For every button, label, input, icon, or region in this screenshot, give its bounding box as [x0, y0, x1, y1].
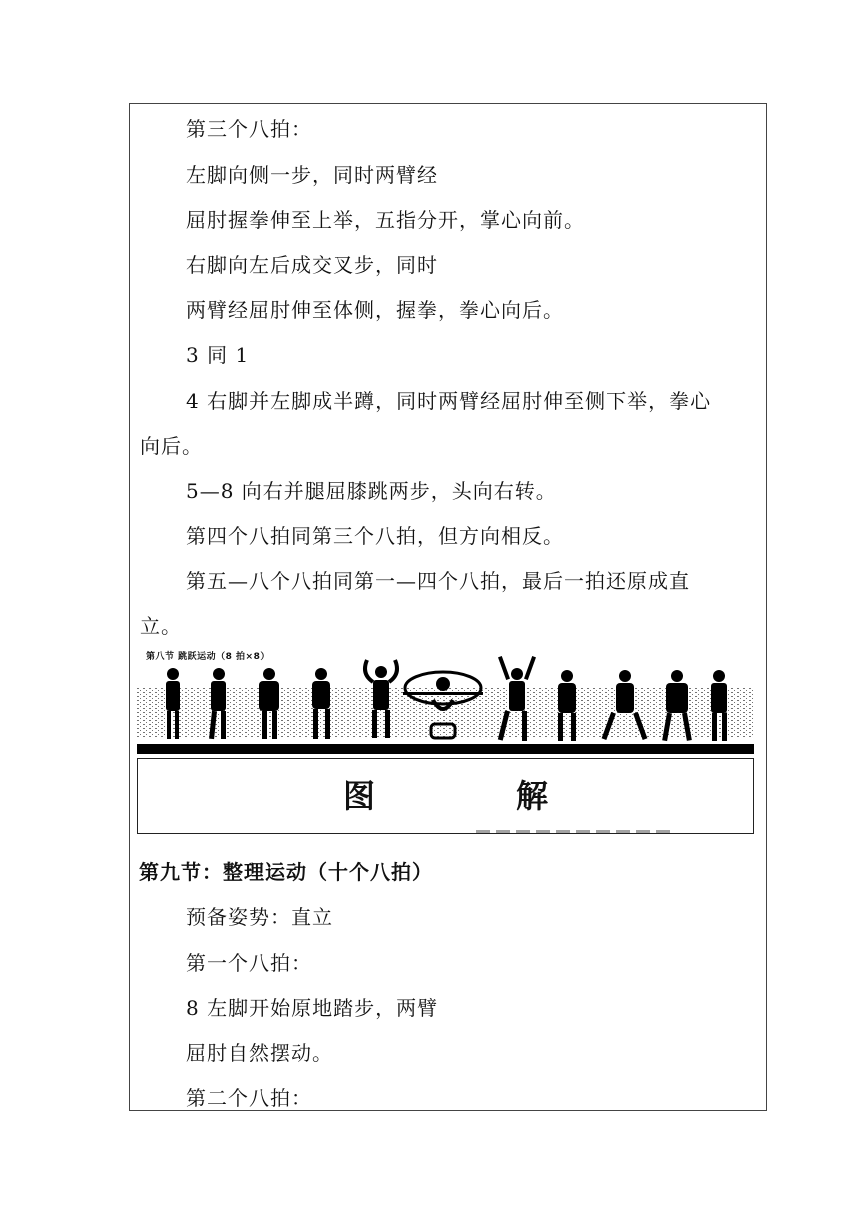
text-line: 第二个八拍：	[186, 1086, 312, 1110]
text-line: 第四个八拍同第三个八拍，但方向相反。	[186, 524, 564, 548]
text-line: 屈肘自然摆动。	[186, 1041, 333, 1065]
text-line: 4 右脚并左脚成半蹲，同时两臂经屈肘伸至侧下举，拳心	[186, 389, 712, 413]
text-line: 屈肘握拳伸至上举，五指分开，掌心向前。	[186, 208, 585, 232]
text-line: 右脚向左后成交叉步，同时	[186, 253, 438, 277]
text-line: 8 左脚开始原地踏步，两臂	[186, 996, 439, 1020]
section-heading: 第九节：整理运动（十个八拍）	[139, 860, 433, 884]
text-line: 立。	[140, 614, 182, 638]
text-line: 预备姿势：直立	[186, 905, 333, 929]
text-line: 向后。	[140, 434, 203, 458]
text-line: 左脚向侧一步，同时两臂经	[186, 163, 438, 187]
text-line: 3 同 1	[186, 343, 250, 367]
text-line: 第一个八拍：	[186, 951, 312, 975]
decorative-dash-line	[476, 830, 676, 833]
text-line: 第三个八拍：	[186, 117, 312, 141]
text-line: 5—8 向右并腿屈膝跳两步，头向右转。	[186, 479, 557, 503]
figure-caption-right: 解	[516, 777, 549, 815]
figure-caption-box	[137, 758, 754, 834]
figure-caption-left: 图	[343, 777, 376, 815]
text-line: 第五—八个八拍同第一—四个八拍，最后一拍还原成直	[186, 569, 690, 593]
text-line: 两臂经屈肘伸至体侧，握拳，拳心向后。	[186, 298, 564, 322]
exercise-figures-illustration	[137, 648, 754, 756]
figure-strip-caption: 第八节 跳跃运动（8 拍×8）	[146, 652, 270, 662]
